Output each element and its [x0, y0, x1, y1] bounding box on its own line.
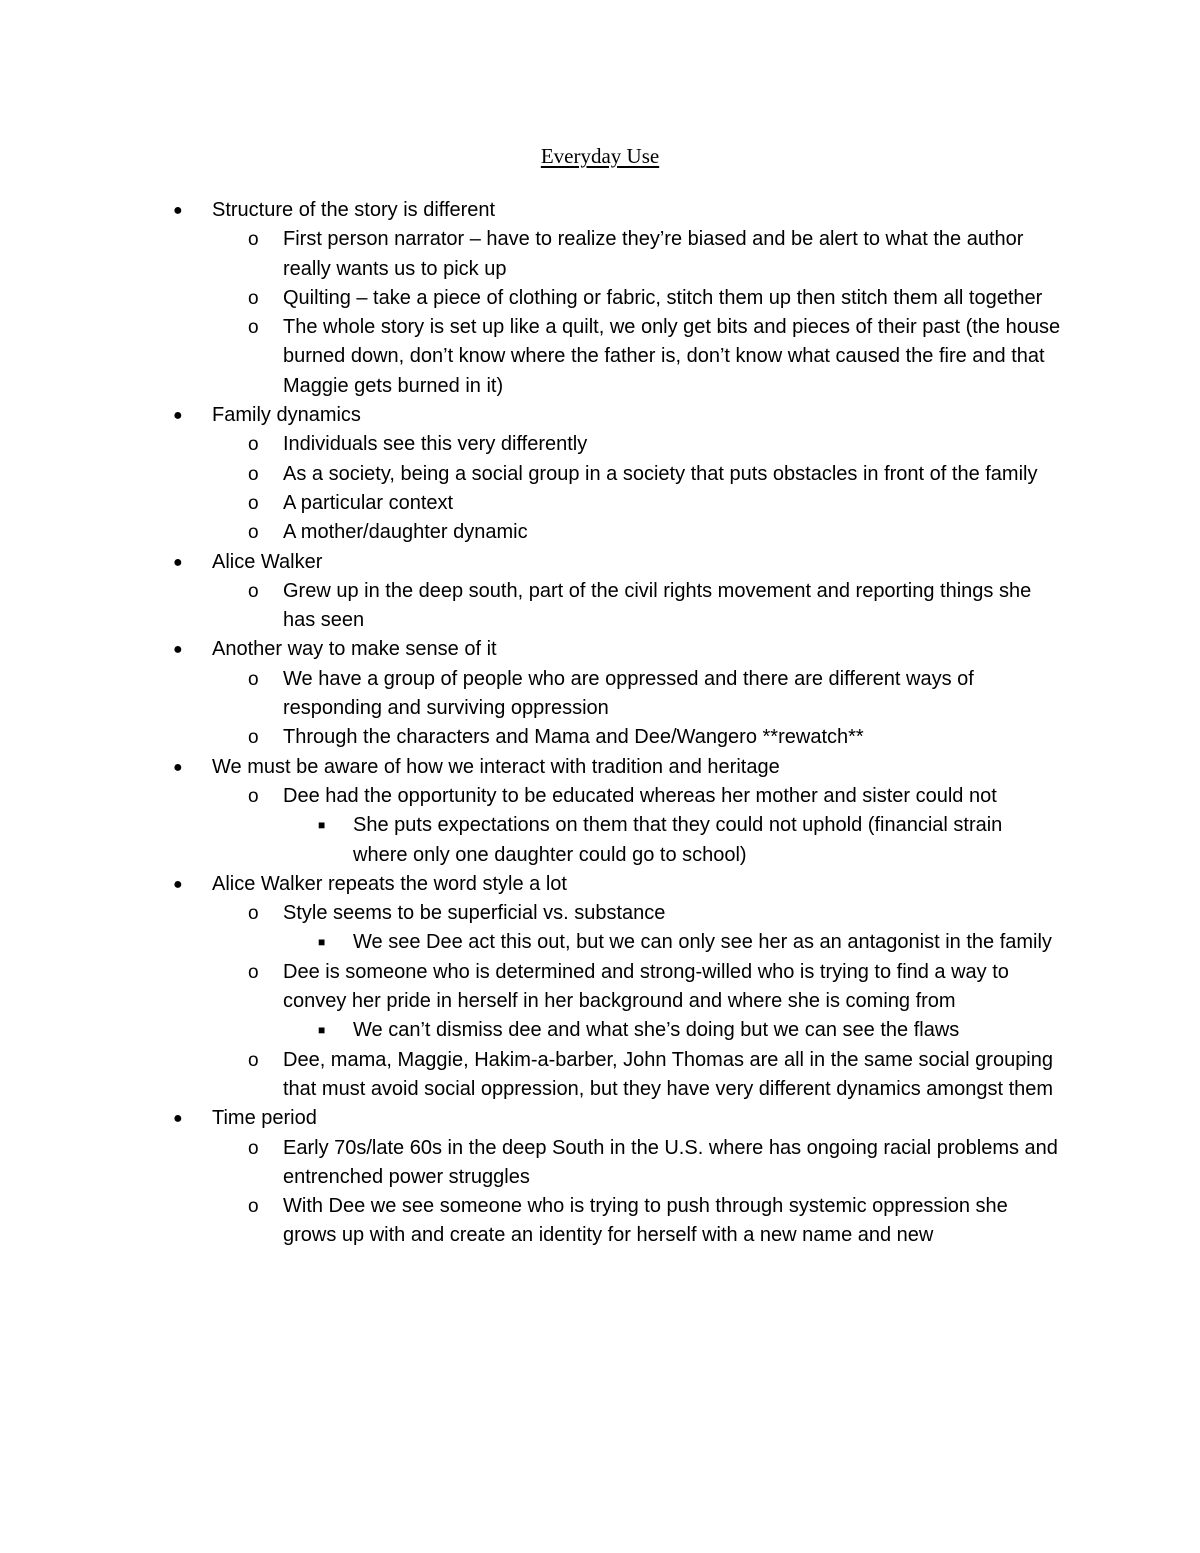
sub-bullet-item — [0, 225, 1063, 284]
bullet-circle-icon: o — [248, 1137, 259, 1159]
bullet-text: Structure of the story is different — [212, 199, 496, 221]
bullet-item — [0, 870, 1062, 899]
sub-bullet-item — [0, 577, 1063, 636]
bullet-text: The whole story is set up like a quilt, we only get bits and pieces of their past (the house burned down, don’t know where the father is, don’t know what caused the fire and that Maggie gets burned in it) — [283, 316, 1061, 397]
bullet-text: Another way to make sense of it — [212, 638, 497, 661]
bullet-item — [0, 196, 1062, 225]
bullet-circle-icon: o — [248, 1049, 259, 1071]
bullet-dot-icon: ● — [173, 641, 183, 659]
bullet-dot-icon: ● — [173, 758, 183, 776]
bullet-dot-icon: ● — [173, 875, 183, 893]
sub-bullet-item — [0, 430, 1063, 459]
bullet-text: As a society, being a social group in a society that puts obstacles in front of the family — [283, 462, 1038, 485]
bullet-item — [0, 401, 1062, 430]
bullet-circle-icon: o — [248, 522, 259, 544]
bullet-text: First person narrator – have to realize they’re biased and be alert to what the author really wants us to pick up — [283, 228, 1024, 280]
sub-bullet-item — [0, 1046, 1063, 1105]
bullet-text: A particular context — [283, 491, 454, 514]
bullet-circle-icon: o — [248, 727, 259, 749]
bullet-text: Family dynamics — [212, 404, 361, 427]
bullet-text: Alice Walker repeats the word style a lot — [212, 872, 567, 895]
bullet-item — [0, 1104, 1062, 1133]
bullet-item — [0, 548, 1062, 577]
bullet-square-icon: ■ — [318, 1023, 326, 1038]
bullet-square-icon: ■ — [318, 935, 326, 950]
sub-bullet-item — [0, 489, 1063, 518]
bullet-dot-icon: ● — [173, 1110, 183, 1128]
bullet-item — [0, 753, 1062, 782]
sub-sub-bullet-item — [0, 811, 1053, 870]
sub-bullet-item — [0, 899, 1063, 928]
bullet-text: Dee, mama, Maggie, Hakim-a-barber, John Thomas are all in the same social grouping that must avoid social oppression, but they have very different dynamics amongst them — [283, 1048, 1054, 1100]
sub-sub-bullet-item — [0, 1016, 1053, 1045]
sub-bullet-item — [0, 665, 1063, 724]
bullet-dot-icon: ● — [173, 202, 183, 219]
bullet-circle-icon: o — [248, 961, 259, 983]
bullet-text: We see Dee act this out, but we can only see her as an antagonist in the family — [353, 931, 1052, 954]
bullet-text: Dee had the opportunity to be educated whereas her mother and sister could not — [283, 784, 997, 807]
bullet-text: Style seems to be superficial vs. substance — [283, 902, 666, 925]
bullet-text: With Dee we see someone who is trying to push through systemic oppression she grows up with and create an identity for herself with a new name and new — [283, 1195, 1008, 1247]
sub-bullet-item — [0, 723, 1063, 752]
bullet-circle-icon: o — [248, 317, 259, 339]
bullet-text: A mother/daughter dynamic — [283, 521, 528, 544]
bullet-circle-icon: o — [248, 463, 259, 485]
bullet-text: We have a group of people who are oppressed and there are different ways of responding and surviving oppression — [283, 667, 974, 720]
bullet-text: She puts expectations on them that they could not uphold (financial strain where only one daughter could go to school) — [353, 814, 1003, 866]
bullet-circle-icon: o — [248, 492, 259, 514]
bullet-circle-icon: o — [248, 903, 259, 925]
bullet-text: Through the characters and Mama and Dee/Wangero **rewatch** — [283, 726, 864, 749]
bullet-text: Time period — [212, 1107, 317, 1130]
bullet-circle-icon: o — [248, 668, 259, 690]
sub-bullet-item — [0, 1134, 1063, 1193]
bullet-dot-icon: ● — [173, 407, 183, 425]
bullet-circle-icon: o — [248, 434, 259, 456]
sub-bullet-item — [0, 958, 1063, 1017]
bullet-circle-icon: o — [248, 287, 259, 309]
notes-outline — [0, 196, 1200, 1251]
sub-bullet-item — [0, 1192, 1063, 1251]
bullet-text: Dee is someone who is determined and strong-willed who is trying to find a way to convey her pride in herself in her background and where she is coming from — [283, 960, 1009, 1013]
bullet-text: Quilting – take a piece of clothing or fabric, stitch them up then stitch them all together — [283, 286, 1043, 309]
sub-bullet-item — [0, 460, 1063, 489]
bullet-circle-icon: o — [248, 1196, 259, 1218]
document-title: Everyday Use — [540, 144, 660, 168]
bullet-text: Individuals see this very differently — [283, 433, 588, 456]
sub-bullet-item — [0, 313, 1063, 401]
bullet-circle-icon: o — [248, 229, 259, 251]
bullet-text: Early 70s/late 60s in the deep South in the U.S. where has ongoing racial problems and entrenched power struggles — [283, 1136, 1058, 1188]
bullet-text: Grew up in the deep south, part of the civil rights movement and reporting things she has seen — [283, 579, 1032, 632]
bullet-text: Alice Walker — [212, 550, 323, 573]
bullet-circle-icon: o — [248, 785, 259, 807]
sub-bullet-item — [0, 518, 1063, 547]
bullet-square-icon: ■ — [318, 818, 326, 833]
bullet-item — [0, 635, 1062, 664]
bullet-text: We can’t dismiss dee and what she’s doing but we can see the flaws — [353, 1019, 960, 1042]
sub-sub-bullet-item — [0, 928, 1053, 957]
sub-bullet-item — [0, 284, 1063, 313]
bullet-text: We must be aware of how we interact with tradition and heritage — [212, 755, 780, 778]
sub-bullet-item — [0, 782, 1063, 811]
bullet-circle-icon: o — [248, 580, 259, 602]
bullet-dot-icon: ● — [173, 553, 183, 571]
